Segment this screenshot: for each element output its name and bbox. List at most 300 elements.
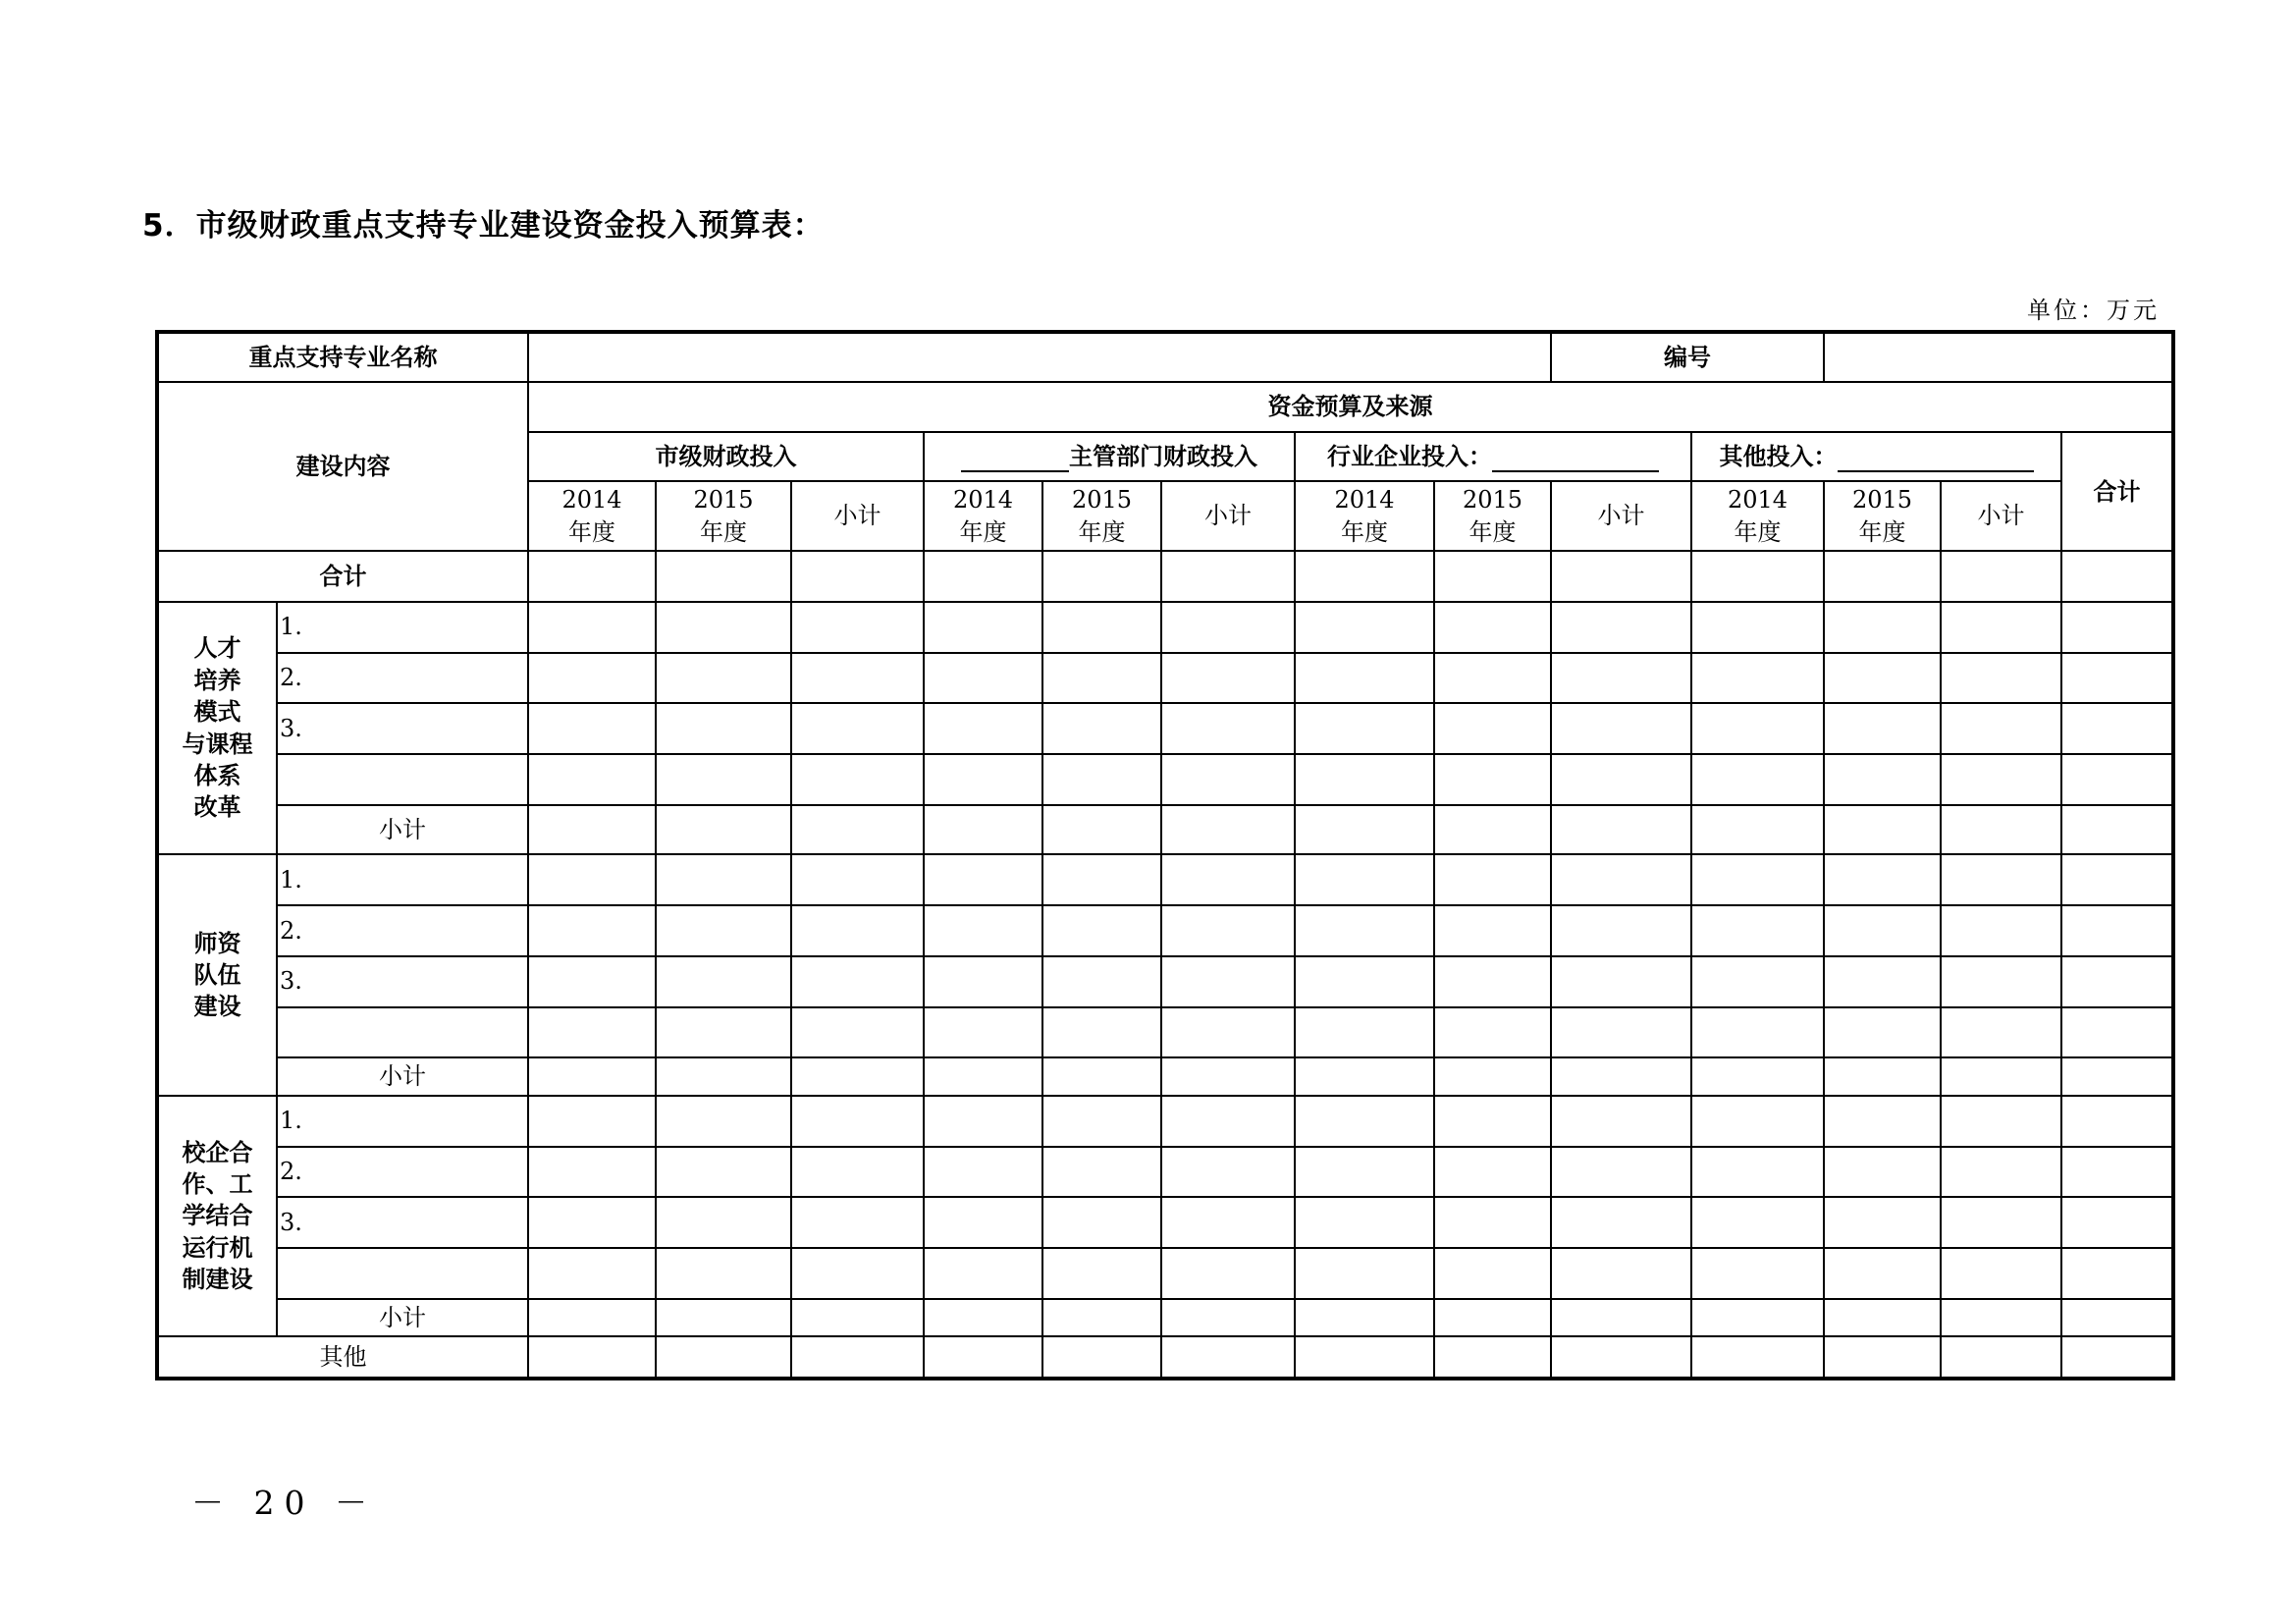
amount-cell[interactable]: [2061, 1096, 2173, 1147]
year-header: [1042, 481, 1161, 551]
amount-cell[interactable]: [656, 754, 791, 805]
group-blank-field[interactable]: [1492, 447, 1659, 472]
group-label: 主管部门财政投入: [1069, 443, 1257, 471]
item-row: [157, 653, 2173, 704]
amount-cell[interactable]: [1824, 854, 1941, 905]
amount-cell[interactable]: [1161, 1336, 1295, 1379]
amount-cell[interactable]: [1295, 1096, 1434, 1147]
amount-cell[interactable]: [528, 905, 656, 956]
amount-cell[interactable]: [1434, 653, 1551, 704]
amount-cell[interactable]: [1691, 1007, 1824, 1058]
item-row: [157, 854, 2173, 905]
amount-cell[interactable]: [1551, 956, 1691, 1007]
amount-cell[interactable]: [1824, 1336, 1941, 1379]
item-label-cell[interactable]: 3.: [277, 1197, 528, 1248]
amount-cell[interactable]: [924, 956, 1042, 1007]
amount-cell[interactable]: [1161, 1197, 1295, 1248]
group-blank-field[interactable]: [961, 447, 1069, 472]
amount-cell[interactable]: [2061, 653, 2173, 704]
subtotal-row: [157, 805, 2173, 855]
amount-cell[interactable]: [2061, 905, 2173, 956]
amount-cell[interactable]: [656, 905, 791, 956]
amount-cell[interactable]: [1941, 551, 2061, 602]
category-line: 学结合: [182, 1202, 253, 1230]
amount-cell[interactable]: [924, 1248, 1042, 1299]
amount-cell[interactable]: [528, 1096, 656, 1147]
category-line: 培养: [193, 666, 241, 694]
amount-cell[interactable]: [1434, 805, 1551, 855]
amount-cell[interactable]: [1295, 1248, 1434, 1299]
amount-cell[interactable]: [2061, 1197, 2173, 1248]
amount-cell[interactable]: [1691, 1147, 1824, 1198]
amount-cell[interactable]: [924, 805, 1042, 855]
category-line: 模式: [193, 698, 241, 727]
amount-cell[interactable]: [1691, 956, 1824, 1007]
amount-cell[interactable]: [1295, 1057, 1434, 1096]
amount-cell[interactable]: [1295, 905, 1434, 956]
amount-cell[interactable]: [1042, 1299, 1161, 1337]
amount-cell[interactable]: [1161, 1096, 1295, 1147]
amount-cell[interactable]: [1434, 1197, 1551, 1248]
amount-cell[interactable]: [1941, 1007, 2061, 1058]
year-value: 2014: [1727, 486, 1789, 514]
year-suffix: 年度: [1858, 517, 1906, 546]
amount-cell[interactable]: [1434, 1147, 1551, 1198]
amount-cell[interactable]: [1434, 1096, 1551, 1147]
amount-cell[interactable]: [2061, 602, 2173, 653]
item-row: [157, 602, 2173, 653]
amount-cell[interactable]: [1434, 1299, 1551, 1337]
item-row: [157, 1197, 2173, 1248]
amount-cell[interactable]: [528, 703, 656, 754]
amount-cell[interactable]: [791, 1096, 924, 1147]
year-value: 2014: [1334, 486, 1395, 514]
amount-cell[interactable]: [1551, 551, 1691, 602]
item-row: [157, 1248, 2173, 1299]
amount-cell[interactable]: [1824, 1096, 1941, 1147]
amount-cell[interactable]: [1042, 653, 1161, 704]
page-number: － 20 －: [191, 1484, 377, 1522]
amount-cell[interactable]: [2061, 703, 2173, 754]
amount-cell[interactable]: [1161, 1147, 1295, 1198]
amount-cell[interactable]: [1691, 1336, 1824, 1379]
amount-cell[interactable]: [656, 1147, 791, 1198]
subtotal-label: 小计: [277, 1057, 528, 1096]
amount-cell[interactable]: [1434, 1336, 1551, 1379]
amount-cell[interactable]: [528, 1197, 656, 1248]
amount-cell[interactable]: [1691, 1248, 1824, 1299]
amount-cell[interactable]: [1941, 754, 2061, 805]
group-header-1: [528, 432, 924, 481]
amount-cell[interactable]: [791, 854, 924, 905]
amount-cell[interactable]: [1295, 703, 1434, 754]
amount-cell[interactable]: [1941, 854, 2061, 905]
amount-cell[interactable]: [656, 1299, 791, 1337]
item-label-cell[interactable]: 2.: [277, 653, 528, 704]
amount-cell[interactable]: [1941, 1147, 2061, 1198]
amount-cell[interactable]: [1295, 1299, 1434, 1337]
amount-cell[interactable]: [1691, 805, 1824, 855]
amount-cell[interactable]: [656, 1336, 791, 1379]
amount-cell[interactable]: [1824, 1147, 1941, 1198]
budget-table: [155, 330, 2175, 1380]
year-header: [1824, 481, 1941, 551]
amount-cell[interactable]: [924, 602, 1042, 653]
amount-cell[interactable]: [1824, 1197, 1941, 1248]
amount-cell[interactable]: [1551, 602, 1691, 653]
amount-cell[interactable]: [924, 1197, 1042, 1248]
amount-cell[interactable]: [1551, 805, 1691, 855]
amount-cell[interactable]: [656, 854, 791, 905]
item-label-cell[interactable]: 2.: [277, 905, 528, 956]
category-line: 作、工: [182, 1169, 253, 1198]
amount-cell[interactable]: [2061, 754, 2173, 805]
code-field[interactable]: [1824, 332, 2173, 382]
amount-cell[interactable]: [656, 703, 791, 754]
amount-cell[interactable]: [1941, 805, 2061, 855]
category-line: 体系: [193, 761, 241, 789]
amount-cell[interactable]: [791, 754, 924, 805]
amount-cell[interactable]: [791, 905, 924, 956]
year-value: 2015: [1851, 486, 1913, 514]
amount-cell[interactable]: [1691, 1197, 1824, 1248]
amount-cell[interactable]: [924, 551, 1042, 602]
amount-cell[interactable]: [791, 1336, 924, 1379]
amount-cell[interactable]: [1161, 653, 1295, 704]
amount-cell[interactable]: [1691, 754, 1824, 805]
amount-cell[interactable]: [528, 1336, 656, 1379]
amount-cell[interactable]: [2061, 1299, 2173, 1337]
amount-cell[interactable]: [924, 1007, 1042, 1058]
amount-cell[interactable]: [1042, 854, 1161, 905]
amount-cell[interactable]: [1824, 703, 1941, 754]
amount-cell[interactable]: [1551, 1336, 1691, 1379]
category-line: 制建设: [182, 1266, 253, 1294]
amount-cell[interactable]: [1042, 956, 1161, 1007]
amount-cell[interactable]: [528, 854, 656, 905]
amount-cell[interactable]: [2061, 956, 2173, 1007]
amount-cell[interactable]: [791, 1299, 924, 1337]
amount-cell[interactable]: [1824, 754, 1941, 805]
amount-cell[interactable]: [1824, 602, 1941, 653]
amount-cell[interactable]: [1941, 1096, 2061, 1147]
amount-cell[interactable]: [1551, 905, 1691, 956]
amount-cell[interactable]: [528, 805, 656, 855]
amount-cell[interactable]: [1551, 1147, 1691, 1198]
amount-cell[interactable]: [1941, 905, 2061, 956]
amount-cell[interactable]: [1941, 602, 2061, 653]
amount-cell[interactable]: [1295, 854, 1434, 905]
amount-cell[interactable]: [1551, 653, 1691, 704]
amount-cell[interactable]: [528, 602, 656, 653]
amount-cell[interactable]: [1941, 1299, 2061, 1337]
amount-cell[interactable]: [1434, 551, 1551, 602]
category-line: 建设: [193, 993, 241, 1021]
content-label: 建设内容: [157, 382, 528, 551]
amount-cell[interactable]: [1295, 602, 1434, 653]
item-label-cell[interactable]: 2.: [277, 1147, 528, 1198]
amount-cell[interactable]: [1691, 703, 1824, 754]
amount-cell[interactable]: [1434, 754, 1551, 805]
amount-cell[interactable]: [1042, 1336, 1161, 1379]
group-header-2: [924, 432, 1295, 481]
amount-cell[interactable]: [1551, 1299, 1691, 1337]
amount-cell[interactable]: [656, 551, 791, 602]
amount-cell[interactable]: [1161, 551, 1295, 602]
item-label-cell[interactable]: [277, 1248, 528, 1299]
amount-cell[interactable]: [656, 1007, 791, 1058]
amount-cell[interactable]: [1824, 956, 1941, 1007]
amount-cell[interactable]: [1295, 956, 1434, 1007]
amount-cell[interactable]: [1295, 653, 1434, 704]
amount-cell[interactable]: [2061, 551, 2173, 602]
amount-cell[interactable]: [1042, 551, 1161, 602]
amount-cell[interactable]: [1161, 854, 1295, 905]
amount-cell[interactable]: [1042, 1007, 1161, 1058]
amount-cell[interactable]: [1295, 1147, 1434, 1198]
amount-cell[interactable]: [1691, 905, 1824, 956]
amount-cell[interactable]: [1295, 1336, 1434, 1379]
major-name-field[interactable]: [528, 332, 1551, 382]
amount-cell[interactable]: [528, 551, 656, 602]
amount-cell[interactable]: [1295, 805, 1434, 855]
amount-cell[interactable]: [2061, 1057, 2173, 1096]
category-line: 与课程: [182, 730, 253, 758]
amount-cell[interactable]: [656, 1248, 791, 1299]
category-line: 改革: [193, 793, 241, 822]
amount-cell[interactable]: [1551, 1057, 1691, 1096]
item-label-cell[interactable]: 3.: [277, 703, 528, 754]
amount-cell[interactable]: [924, 754, 1042, 805]
amount-cell[interactable]: [1691, 653, 1824, 704]
amount-cell[interactable]: [1824, 1299, 1941, 1337]
item-label-cell[interactable]: [277, 1007, 528, 1058]
amount-cell[interactable]: [1434, 956, 1551, 1007]
amount-cell[interactable]: [1941, 1248, 2061, 1299]
amount-cell[interactable]: [1295, 1007, 1434, 1058]
amount-cell[interactable]: [1042, 1096, 1161, 1147]
amount-cell[interactable]: [656, 1197, 791, 1248]
category-line: 校企合: [182, 1138, 253, 1166]
page-title: 5．市级财政重点支持专业建设资金投入预算表：: [142, 208, 825, 244]
amount-cell[interactable]: [791, 1248, 924, 1299]
category-line: 人才: [193, 634, 241, 663]
year-value: 2014: [952, 486, 1014, 514]
amount-cell[interactable]: [2061, 1147, 2173, 1198]
subtotal-label: 小计: [277, 1299, 528, 1337]
amount-cell[interactable]: [791, 551, 924, 602]
amount-cell[interactable]: [1042, 602, 1161, 653]
amount-cell[interactable]: [528, 1057, 656, 1096]
amount-cell[interactable]: [1434, 905, 1551, 956]
amount-cell[interactable]: [924, 703, 1042, 754]
amount-cell[interactable]: [791, 602, 924, 653]
amount-cell[interactable]: [1434, 602, 1551, 653]
amount-cell[interactable]: [791, 1007, 924, 1058]
amount-cell[interactable]: [1551, 1248, 1691, 1299]
amount-cell[interactable]: [2061, 805, 2173, 855]
amount-cell[interactable]: [1161, 1299, 1295, 1337]
amount-cell[interactable]: [528, 1248, 656, 1299]
year-value: 2014: [561, 486, 622, 514]
amount-cell[interactable]: [1434, 1057, 1551, 1096]
amount-cell[interactable]: [1551, 703, 1691, 754]
subtotal-header: 小计: [1161, 481, 1295, 551]
amount-cell[interactable]: [2061, 1336, 2173, 1379]
amount-cell[interactable]: [924, 1336, 1042, 1379]
amount-cell[interactable]: [1161, 805, 1295, 855]
item-label-cell[interactable]: 1.: [277, 602, 528, 653]
item-row: [157, 1147, 2173, 1198]
amount-cell[interactable]: [528, 653, 656, 704]
amount-cell[interactable]: [1941, 956, 2061, 1007]
amount-cell[interactable]: [791, 805, 924, 855]
item-label-cell[interactable]: 3.: [277, 956, 528, 1007]
amount-cell[interactable]: [656, 805, 791, 855]
amount-cell[interactable]: [1042, 805, 1161, 855]
amount-cell[interactable]: [791, 1057, 924, 1096]
amount-cell[interactable]: [1042, 703, 1161, 754]
subtotal-row: [157, 1299, 2173, 1337]
other-label: 其他: [157, 1336, 528, 1379]
year-value: 2015: [693, 486, 754, 514]
amount-cell[interactable]: [791, 703, 924, 754]
amount-cell[interactable]: [1691, 1299, 1824, 1337]
amount-cell[interactable]: [924, 1299, 1042, 1337]
amount-cell[interactable]: [1042, 1197, 1161, 1248]
group-blank-field[interactable]: [1838, 447, 2034, 472]
amount-cell[interactable]: [1161, 1007, 1295, 1058]
amount-cell[interactable]: [2061, 1248, 2173, 1299]
amount-cell[interactable]: [1691, 1057, 1824, 1096]
item-row: [157, 1007, 2173, 1058]
total-row: [157, 551, 2173, 602]
amount-cell[interactable]: [1824, 653, 1941, 704]
amount-cell[interactable]: [2061, 854, 2173, 905]
group-header-3: [1295, 432, 1691, 481]
amount-cell[interactable]: [2061, 1007, 2173, 1058]
amount-cell[interactable]: [1824, 1057, 1941, 1096]
amount-cell[interactable]: [1691, 854, 1824, 905]
amount-cell[interactable]: [924, 1057, 1042, 1096]
amount-cell[interactable]: [1295, 754, 1434, 805]
amount-cell[interactable]: [1941, 653, 2061, 704]
amount-cell[interactable]: [1551, 754, 1691, 805]
unit-label: 单位：万元: [2027, 297, 2160, 324]
amount-cell[interactable]: [1161, 754, 1295, 805]
amount-cell[interactable]: [1551, 1197, 1691, 1248]
amount-cell[interactable]: [1161, 703, 1295, 754]
group-label: 行业企业投入：: [1327, 443, 1492, 471]
amount-cell[interactable]: [1941, 1057, 2061, 1096]
group-label: 其他投入：: [1719, 443, 1838, 471]
amount-cell[interactable]: [1161, 956, 1295, 1007]
amount-cell[interactable]: [1434, 1248, 1551, 1299]
amount-cell[interactable]: [1551, 1007, 1691, 1058]
amount-cell[interactable]: [656, 1057, 791, 1096]
amount-cell[interactable]: [1161, 1248, 1295, 1299]
amount-cell[interactable]: [656, 602, 791, 653]
amount-cell[interactable]: [791, 1147, 924, 1198]
amount-cell[interactable]: [656, 956, 791, 1007]
amount-cell[interactable]: [924, 905, 1042, 956]
amount-cell[interactable]: [1824, 551, 1941, 602]
amount-cell[interactable]: [1042, 1248, 1161, 1299]
category-line: 师资: [193, 929, 241, 957]
amount-cell[interactable]: [528, 1147, 656, 1198]
amount-cell[interactable]: [1161, 602, 1295, 653]
item-row: [157, 905, 2173, 956]
category-label: [157, 1096, 277, 1336]
year-header: [656, 481, 791, 551]
amount-cell[interactable]: [924, 1147, 1042, 1198]
amount-cell[interactable]: [791, 956, 924, 1007]
amount-cell[interactable]: [1691, 602, 1824, 653]
item-label-cell[interactable]: 1.: [277, 854, 528, 905]
amount-cell[interactable]: [1161, 905, 1295, 956]
amount-cell[interactable]: [1042, 1057, 1161, 1096]
amount-cell[interactable]: [528, 1007, 656, 1058]
amount-cell[interactable]: [924, 854, 1042, 905]
year-suffix: 年度: [568, 517, 615, 546]
amount-cell[interactable]: [791, 653, 924, 704]
code-label: 编号: [1551, 332, 1824, 382]
amount-cell[interactable]: [656, 653, 791, 704]
amount-cell[interactable]: [791, 1197, 924, 1248]
amount-cell[interactable]: [656, 1096, 791, 1147]
amount-cell[interactable]: [1551, 1096, 1691, 1147]
category-line: 运行机: [182, 1233, 253, 1262]
amount-cell[interactable]: [1824, 905, 1941, 956]
amount-cell[interactable]: [1824, 1248, 1941, 1299]
amount-cell[interactable]: [528, 956, 656, 1007]
amount-cell[interactable]: [924, 653, 1042, 704]
amount-cell[interactable]: [924, 1096, 1042, 1147]
amount-cell[interactable]: [1042, 905, 1161, 956]
item-label-cell[interactable]: 1.: [277, 1096, 528, 1147]
amount-cell[interactable]: [1295, 551, 1434, 602]
amount-cell[interactable]: [1824, 1007, 1941, 1058]
amount-cell[interactable]: [1824, 805, 1941, 855]
amount-cell[interactable]: [1691, 1096, 1824, 1147]
total-column-header: 合计: [2061, 432, 2173, 551]
subtotal-label: 小计: [277, 805, 528, 855]
amount-cell[interactable]: [1941, 1336, 2061, 1379]
subtotal-header: 小计: [791, 481, 924, 551]
item-row: [157, 754, 2173, 805]
amount-cell[interactable]: [1691, 551, 1824, 602]
amount-cell[interactable]: [1042, 1147, 1161, 1198]
amount-cell[interactable]: [528, 754, 656, 805]
item-row: [157, 703, 2173, 754]
amount-cell[interactable]: [1434, 854, 1551, 905]
amount-cell[interactable]: [1551, 854, 1691, 905]
year-suffix: 年度: [1734, 517, 1782, 546]
amount-cell[interactable]: [1295, 1197, 1434, 1248]
amount-cell[interactable]: [1434, 1007, 1551, 1058]
amount-cell[interactable]: [1434, 703, 1551, 754]
group-label: 市级财政投入: [655, 443, 797, 471]
amount-cell[interactable]: [528, 1299, 656, 1337]
budget-source-label: 资金预算及来源: [528, 382, 2173, 433]
header-row-name: [157, 332, 2173, 382]
amount-cell[interactable]: [1042, 754, 1161, 805]
amount-cell[interactable]: [1161, 1057, 1295, 1096]
item-label-cell[interactable]: [277, 754, 528, 805]
amount-cell[interactable]: [1941, 1197, 2061, 1248]
year-value: 2015: [1462, 486, 1523, 514]
amount-cell[interactable]: [1941, 703, 2061, 754]
